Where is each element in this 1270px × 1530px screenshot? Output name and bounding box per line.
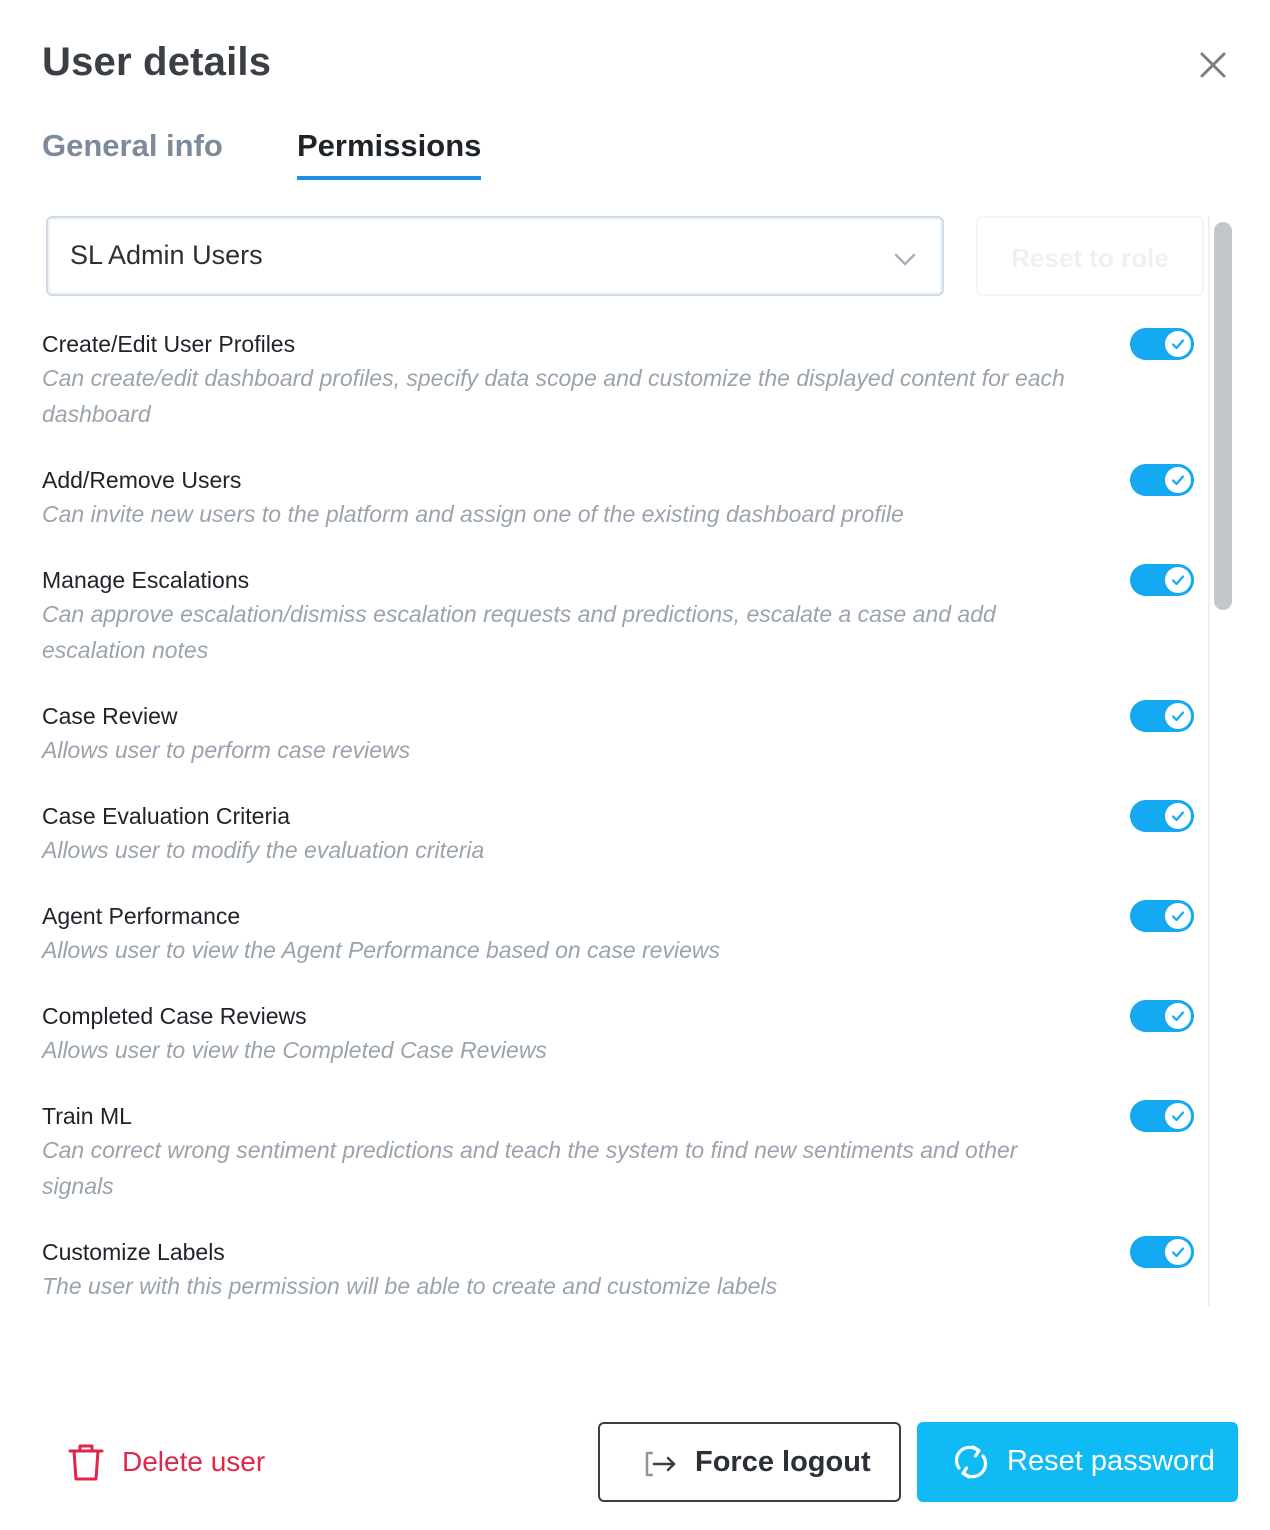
toggle-knob [1165,1103,1191,1129]
permission-toggle[interactable] [1130,564,1194,596]
permission-description: Allows user to perform case reviews [42,737,411,763]
close-button[interactable] [1194,46,1232,84]
check-icon [1169,335,1187,353]
permission-description: Allows user to view the Agent Performance based on case reviews [42,937,720,963]
trash-icon [66,1442,106,1482]
reset-password-label: Reset password [1007,1445,1215,1477]
close-icon[interactable] [1194,46,1232,84]
permission-name: Case Evaluation Criteria [42,803,291,829]
toggle-knob [1165,331,1191,357]
permission-name: Case Review [42,703,178,729]
permission-description: Can invite new users to the platform and assign one of the existing dashboard profile [42,501,904,527]
role-select[interactable] [46,216,944,296]
permission-item [42,700,1194,768]
check-icon [1169,807,1187,825]
toggle-knob [1165,1239,1191,1265]
refresh-icon [951,1442,991,1482]
permission-toggle[interactable] [1130,464,1194,496]
logout-icon [644,1450,678,1478]
permission-item [42,1000,1194,1068]
permission-description: The user with this permission will be able to create and customize labels [42,1273,778,1299]
permission-name: Agent Performance [42,903,241,929]
toggle-knob [1165,803,1191,829]
permission-item [42,1236,1194,1304]
reset-to-role-button[interactable] [976,216,1204,296]
permission-description: Can create/edit dashboard profiles, specify data scope and customize the displayed content for each dashboard [42,365,1065,427]
check-icon [1169,907,1187,925]
permission-description: Can correct wrong sentiment predictions and teach the system to find new sentiments and other signals [42,1137,1018,1199]
permission-name: Customize Labels [42,1239,225,1265]
chevron-down-icon [892,246,918,272]
check-icon [1169,1243,1187,1261]
permission-name: Add/Remove Users [42,467,242,493]
permission-item [42,800,1194,868]
permission-description: Allows user to modify the evaluation criteria [42,837,485,863]
force-logout-label: Force logout [695,1446,871,1478]
permission-toggle[interactable] [1130,700,1194,732]
delete-user-label: Delete user [122,1446,266,1477]
toggle-knob [1165,903,1191,929]
permission-toggle[interactable] [1130,1000,1194,1032]
permission-item [42,464,1194,532]
permission-toggle[interactable] [1130,1236,1194,1268]
permission-toggle[interactable] [1130,328,1194,360]
check-icon [1169,707,1187,725]
permission-item [42,900,1194,968]
permission-name: Completed Case Reviews [42,1003,307,1029]
scrollbar-thumb[interactable] [1214,222,1232,610]
check-icon [1169,571,1187,589]
permission-name: Create/Edit User Profiles [42,331,296,357]
toggle-knob [1165,467,1191,493]
tab-bar [42,128,742,184]
permission-toggle[interactable] [1130,900,1194,932]
permission-item [42,564,1194,668]
permission-toggle[interactable] [1130,1100,1194,1132]
toggle-knob [1165,567,1191,593]
permission-description: Allows user to view the Completed Case Reviews [42,1037,547,1063]
tab-general-info[interactable]: General info [42,128,223,163]
permission-description: Can approve escalation/dismiss escalation requests and predictions, escalate a case and add escalation notes [42,601,996,663]
permission-item [42,1100,1194,1204]
reset-password-button[interactable] [917,1422,1238,1502]
role-select-value: SL Admin Users [70,240,263,270]
force-logout-button[interactable] [598,1422,901,1502]
tab-permissions[interactable]: Permissions [297,128,481,180]
permission-item [42,328,1194,432]
page-title: User details [42,40,272,84]
toggle-knob [1165,1003,1191,1029]
reset-to-role-label: Reset to role [1011,243,1169,273]
check-icon [1169,471,1187,489]
permission-toggle[interactable] [1130,800,1194,832]
check-icon [1169,1007,1187,1025]
toggle-knob [1165,703,1191,729]
check-icon [1169,1107,1187,1125]
permission-name: Manage Escalations [42,567,250,593]
permission-name: Train ML [42,1103,132,1129]
